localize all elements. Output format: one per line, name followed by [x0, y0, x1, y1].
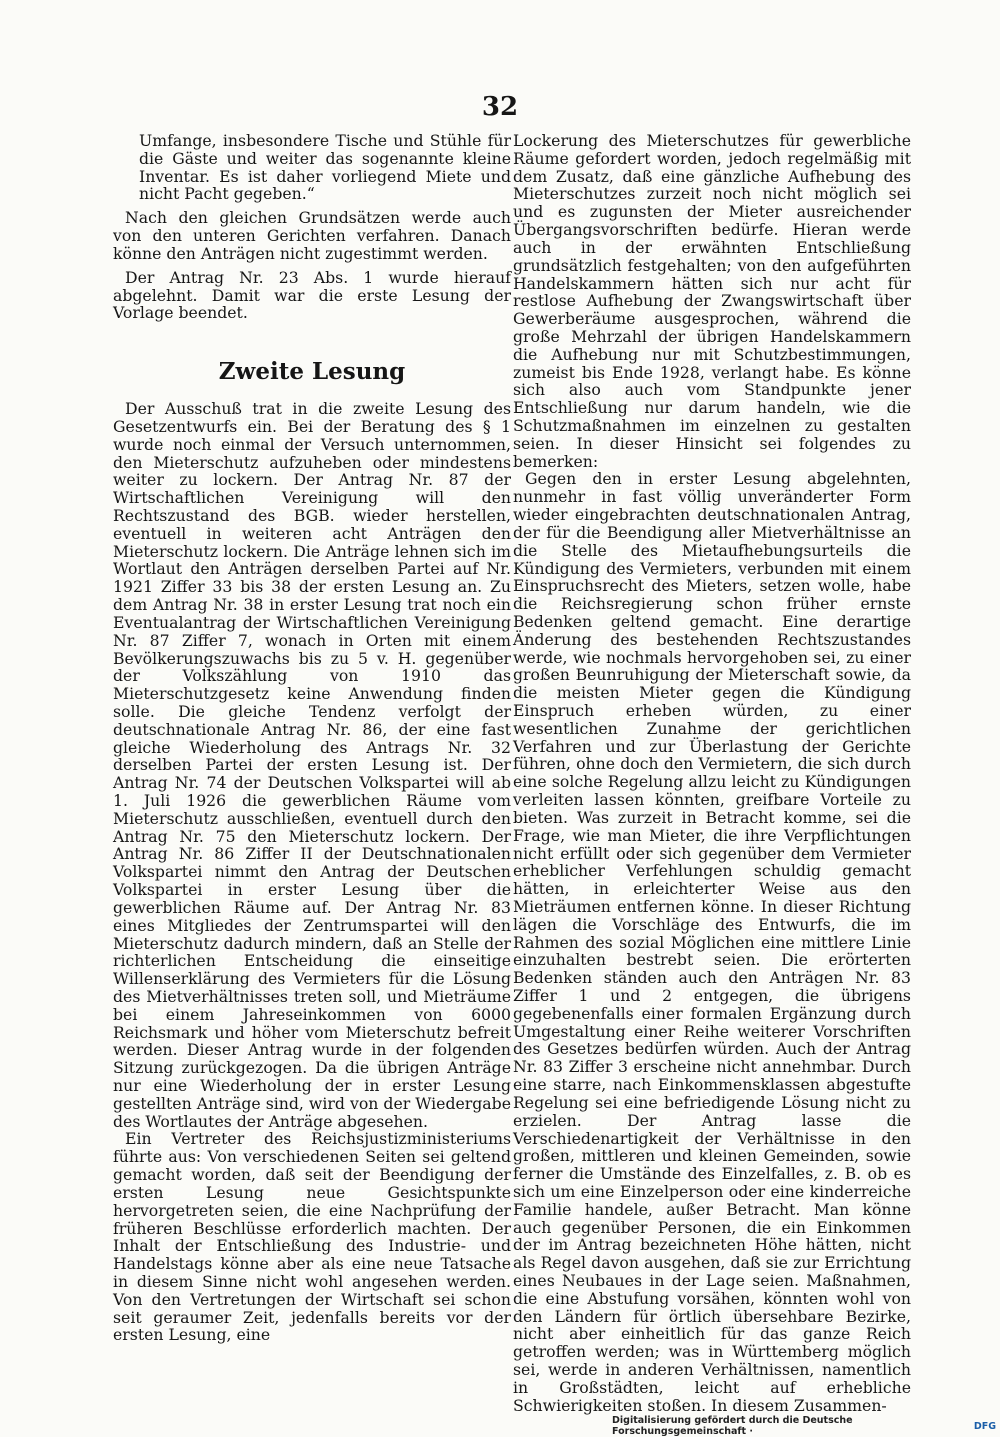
body-paragraph: Der Ausschuß trat in die zweite Lesung des Gesetzentwurfs ein. Bei der Beratung des § 1 wurde noch einmal der Versuch unternommen, den Mieterschutz aufzuheben oder mindestens weiter zu lockern. Der Antrag Nr. 87 der Wirtschaftlichen Vereinigung will den Rechtszustand des BGB. wieder herstellen, eventuell in weiteren acht Anträgen den Mieterschutz lockern. Die Anträge lehnen sich im Wortlaut den Anträgen derselben Partei auf Nr. 1921 Ziffer 33 bis 38 der ersten Lesung an. Zu dem Antrag Nr. 38 in erster Lesung trat noch ein Eventualantrag der Wirtschaftlichen Vereinigung Nr. 87 Ziffer 7, wonach in Orten mit einem Bevölkerungszuwachs bis zu 5 v. H. gegenüber der Volkszählung von 1910 das Mieterschutzgesetz keine Anwendung finden solle. Die gleiche Tendenz verfolgt der deutschnationale Antrag Nr. 86, der eine fast gleiche Wiederholung des Antrags Nr. 32 derselben Partei der ersten Lesung ist. Der Antrag Nr. 74 der Deutschen Volkspartei will ab 1. Juli 1926 die gewerblichen Räume vom Mieterschutz ausschließen, eventuell durch den Antrag Nr. 75 den Mieterschutz lockern. Der Antrag Nr. 86 Ziffer II der Deutschnationalen Volkspartei nimmt den Antrag der Deutschen Volkspartei in erster Lesung über die gewerblichen Räume auf. Der Antrag Nr. 83 eines Mitgliedes der Zentrumspartei will den Mieterschutz dadurch mindern, daß an Stelle der richterlichen Entscheidung die einseitige Willenserklärung des Vermieters für die Lösung des Mietverhältnisses treten soll, und Mieträume bei einem Jahreseinkommen von 6000 Reichsmark und höher vom Mieterschutz befreit werden. Dieser Antrag wurde in der folgenden Sitzung zurückgezogen. Da die übrigen Anträge nur eine Wiederholung der in erster Lesung gestellten Anträge sind, wird von der Wiedergabe des Wortlautes der Anträge abgesehen.	[113, 399, 511, 1131]
left-column	[113, 131, 511, 1345]
body-paragraph: Der Antrag Nr. 23 Abs. 1 wurde hierauf abgelehnt. Damit war die erste Lesung der Vorlage beendet.	[113, 267, 511, 323]
dfg-logo-text: DFG	[973, 1420, 996, 1432]
right-column	[513, 131, 911, 1415]
body-paragraph: Lockerung des Mieterschutzes für gewerbliche Räume gefordert worden, jedoch regelmäßig mit dem Zusatz, daß eine gänzliche Aufhebung des Mieterschutzes zurzeit noch nicht möglich sei und es zugunsten der Mieter ausreichender Übergangsvorschriften bedürfe. Hieran werde auch in der erwähnten Entschließung grundsätzlich festgehalten; von den aufgeführten Handelskammern hätten sich nur acht für restlose Aufhebung der Zwangswirtschaft über Gewerberäume ausgesprochen, während die große Mehrzahl der übrigen Handelskammern die Aufhebung nur mit Schutzbestimmungen, zumeist bis Ende 1928, verlangt habe. Es könne sich also auch vom Standpunkte jener Entschließung nur darum handeln, wie die Schutzmaßnahmen im einzelnen zu gestalten seien. In dieser Hinsicht sei folgendes zu bemerken:	[513, 131, 911, 471]
digitization-footer	[612, 1415, 996, 1437]
body-paragraph: Nach den gleichen Grundsätzen werde auch von den unteren Gerichten verfahren. Danach könne den Anträgen nicht zugestimmt werden.	[113, 208, 511, 263]
section-heading: Zweite Lesung	[218, 358, 406, 386]
page-number: 32	[481, 92, 519, 122]
quote-paragraph: Umfange, insbesondere Tische und Stühle für die Gäste und weiter das sogenannte kleine Inventar. Es ist daher vorliegend Miete und nicht Pacht gegeben.“	[139, 131, 511, 204]
footer-text: Digitalisierung gefördert durch die Deutsche Forschungsgemeinschaft ·	[612, 1415, 853, 1437]
body-paragraph: Ein Vertreter des Reichsjustizministeriums führte aus: Von verschiedenen Seiten sei geltend gemacht worden, daß seit der Beendigung der ersten Lesung neue Gesichtspunkte hervorgetreten seien, die eine Nachprüfung der früheren Beschlüsse erforderlich machten. Der Inhalt der Entschließung des Industrie- und Handelstags könne aber als eine neue Tatsache in diesem Sinne nicht wohl angesehen werden. Von den Vertretungen der Wirtschaft sei schon seit geraumer Zeit, jedenfalls bereits vor der ersten Lesung, eine	[113, 1129, 511, 1345]
body-paragraph: Gegen den in erster Lesung abgelehnten, nunmehr in fast völlig unveränderter Form wieder eingebrachten deutschnationalen Antrag, der für die Beendigung aller Mietverhältnisse an die Stelle des Mietaufhebungsurteils die Kündigung des Vermieters, verbunden mit einem Einspruchsrecht des Mieters, setzen wolle, habe die Reichsregierung schon früher ernste Bedenken geltend gemacht. Eine derartige Änderung des bestehenden Rechtszustandes werde, wie nochmals hervorgehoben sei, zu einer großen Beunruhigung der Mieterschaft sowie, da die meisten Mieter gegen die Kündigung Einspruch erheben würden, zu einer wesentlichen Zunahme der gerichtlichen Verfahren und zur Überlastung der Gerichte führen, ohne doch den Vermietern, die sich durch eine solche Regelung allzu leicht zu Kündigungen verleiten lassen könnten, greifbare Vorteile zu bieten. Was zurzeit in Betracht komme, sei die Frage, wie man Mieter, die ihre Verpflichtungen nicht erfüllt oder sich gegenüber dem Vermieter erheblicher Verfehlungen schuldig gemacht hätten, in erleichterter Weise aus den Mieträumen entfernen könne. In dieser Richtung lägen die Vorschläge des Entwurfs, die im Rahmen des sozial Möglichen eine mittlere Linie einzuhalten bestrebt seien. Die erörterten Bedenken ständen auch den Anträgen Nr. 83 Ziffer 1 und 2 entgegen, die übrigens gegebenenfalls einer formalen Ergänzung durch Umgestaltung einer Reihe weiterer Vorschriften des Gesetzes bedürfen würden. Auch der Antrag Nr. 83 Ziffer 3 erscheine nicht annehmbar. Durch eine starre, nach Einkommensklassen abgestufte Regelung sei eine befriedigende Lösung nicht zu erzielen. Der Antrag lasse die Verschiedenartigkeit der Verhältnisse in den großen, mittleren und kleinen Gemeinden, sowie ferner die Umstände des Einzelfalles, z. B. ob es sich um eine Einzelperson oder eine kinderreiche Familie handele, außer Betracht. Man könne auch gegenüber Personen, die ein Einkommen der im Antrag bezeichneten Höhe hätten, nicht als Regel davon ausgehen, daß sie zur Errichtung eines Neubaues in der Lage seien. Maßnahmen, die eine Abstufung vorsähen, könnten wohl von den Ländern für örtlich übersehbare Bezirke, nicht aber einheitlich für das ganze Reich getroffen werden; was in Württemberg möglich sei, werde in anderen Verhältnissen, namentlich in Großstädten, leicht auf erhebliche Schwierigkeiten stoßen. In diesem Zusammen-	[513, 469, 911, 1415]
dfg-logo	[974, 1420, 996, 1432]
